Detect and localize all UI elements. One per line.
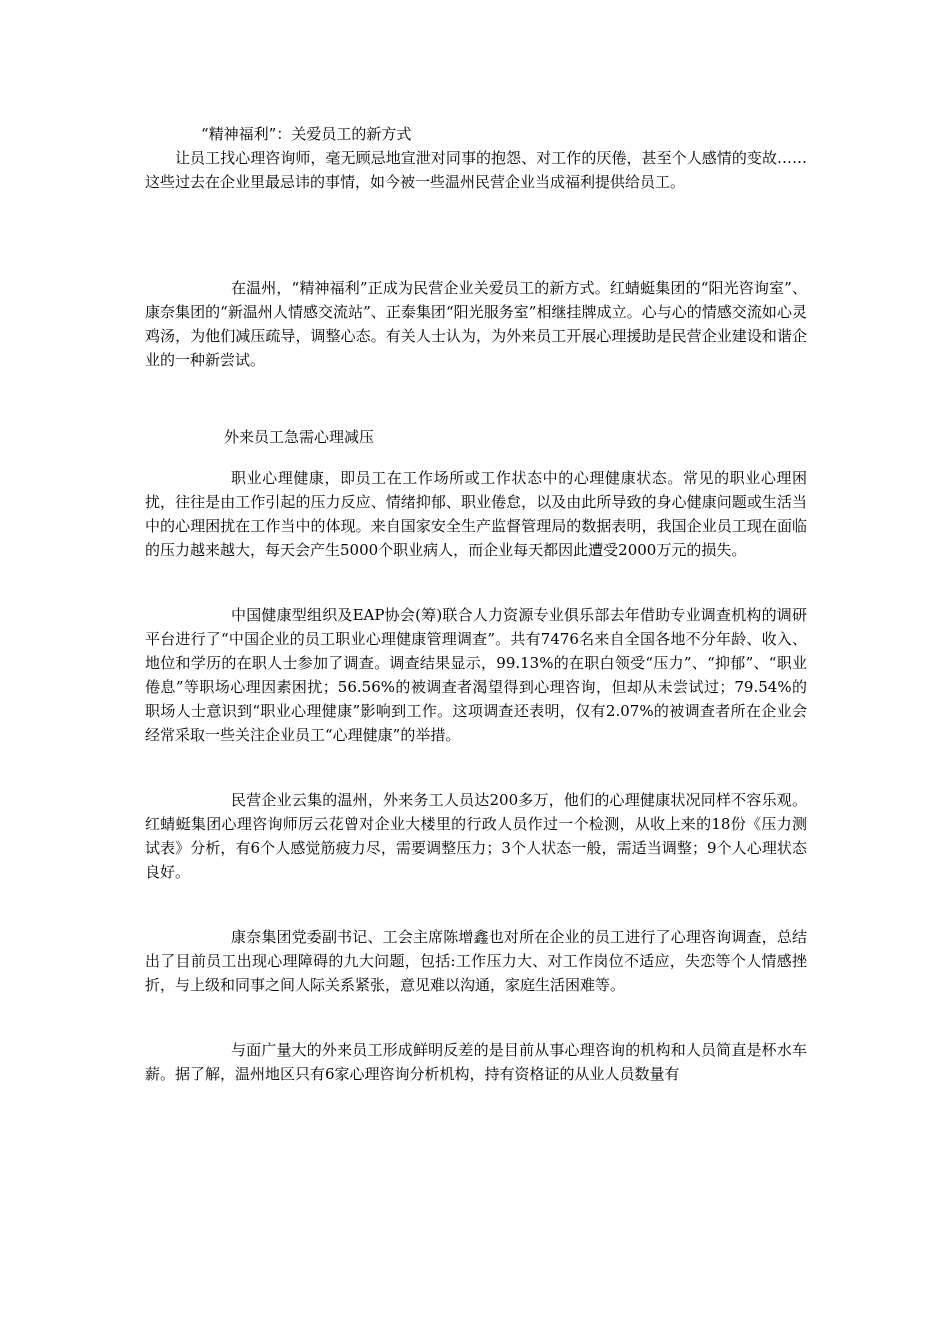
lead-paragraph: 让员工找心理咨询师，毫无顾忌地宣泄对同事的抱怨、对工作的厌倦，甚至个人感情的变故……这些过去在企业里最忌讳的事情，如今被一些温州民营企业当成福利提供给员工。 [145,149,807,191]
paragraph-1: 在温州，“精神福利”正成为民营企业关爱员工的新方式。红蜻蜓集团的“阳光咨询室”、康奈集团的“新温州人情感交流站”、正泰集团“阳光服务室”相继挂牌成立。心与心的情感交流如心灵鸡汤，为他们减压疏导，调整心态。有关人士认为，为外来员工开展心理援助是民营企业建设和谐企业的一种新尝试。 [145,279,807,369]
paragraph-4: 民营企业云集的温州，外来务工人员达200多万，他们的心理健康状况同样不容乐观。红蜻蜓集团心理咨询师厉云花曾对企业大楼里的行政人员作过一个检测，从收上来的18份《压力测试表》分析，有6个人感觉筋疲力尽，需要调整压力；3个人状态一般，需适当调整；9个人心理状态良好。 [145,791,807,881]
paragraph-2: 职业心理健康，即员工在工作场所或工作状态中的心理健康状态。常见的职业心理困扰，往往是由工作引起的压力反应、情绪抑郁、职业倦怠，以及由此所导致的身心健康问题或生活当中的心理困扰在工作当中的体现。来自国家安全生产监督管理局的数据表明，我国企业员工现在面临的压力越来越大，每天会产生5000个职业病人，而企业每天都因此遭受2000万元的损失。 [145,469,807,559]
paragraph-5: 康奈集团党委副书记、工会主席陈增鑫也对所在企业的员工进行了心理咨询调查，总结出了目前员工出现心理障碍的九大问题，包括:工作压力大、对工作岗位不适应，失恋等个人情感挫折，与上级和同事之间人际关系紧张，意见难以沟通，家庭生活困难等。 [145,928,807,994]
article-title: “精神福利”：关爱员工的新方式 [201,125,412,143]
paragraph-3: 中国健康型组织及EAP协会(筹)联合人力资源专业俱乐部去年借助专业调查机构的调研平台进行了“中国企业的员工职业心理健康管理调查”。共有7476名来自全国各地不分年龄、收入、地位和学历的在职人士参加了调查。调查结果显示，99.13%的在职白领受“压力”、“抑郁”、“职业倦息”等职场心理因素困扰；56.56%的被调查者渴望得到心理咨询，但却从未尝试过；79.54%的职场人士意识到“职业心理健康”影响到工作。这项调查还表明，仅有2.07%的被调查者所在企业会经常采取一些关注企业员工“心理健康”的举措。 [145,606,807,744]
document-page [145,122,807,1086]
paragraph-6: 与面广量大的外来员工形成鲜明反差的是目前从事心理咨询的机构和人员简直是杯水车薪。据了解，温州地区只有6家心理咨询分析机构，持有资格证的从业人员数量有 [145,1041,807,1083]
section-heading: 外来员工急需心理减压 [224,428,375,446]
